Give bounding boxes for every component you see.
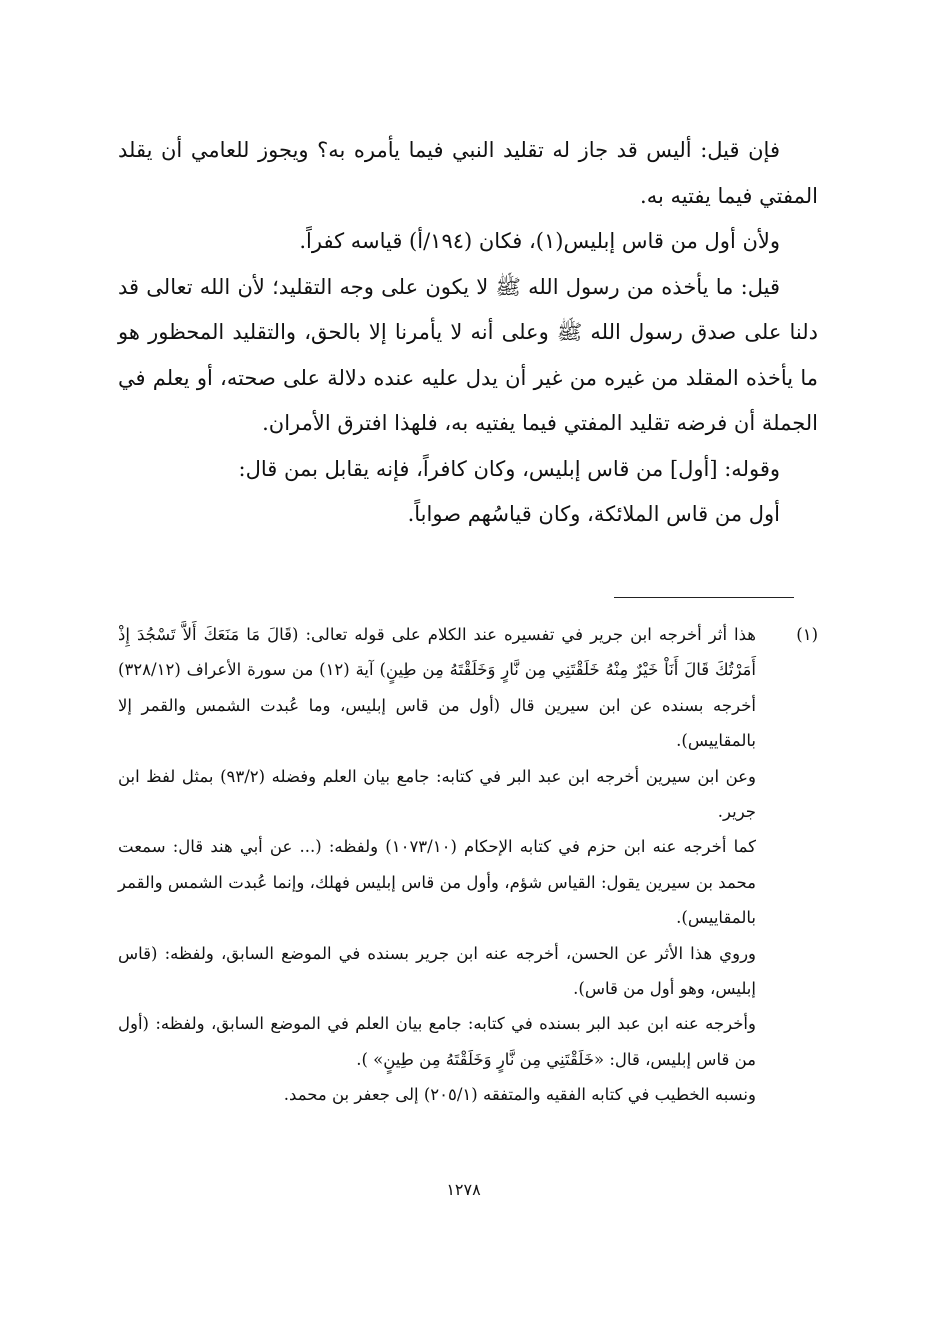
paragraph-response: قيل: ما يأخذه من رسول الله ﷺ لا يكون على وجه التقليد؛ لأن الله تعالى قد دلنا على صدق رسول الله ﷺ وعلى أنه لا يأمرنا إلا بالحق، والتقليد المحظور هو ما يأخذه المقلد من غيره من غير أن يدل عليه عنده دلالة على صحته، أو يعلم في الجملة أن فرضه تقليد المفتي فيما يفتيه به، فلهذا افترق الأمران. — [118, 274, 818, 435]
paragraph-angels: أول من قاس الملائكة، وكان قياسُهم صواباً. — [407, 502, 780, 526]
main-text — [118, 128, 818, 538]
footnote-paragraph: وعن ابن سيرين أخرجه ابن عبد البر في كتابه: جامع بيان العلم وفضله (٩٣/٢) بمثل لفظ ابن جرير. — [118, 766, 756, 822]
footnote-number: (١) — [796, 625, 818, 644]
footnote-body — [118, 617, 756, 1113]
footnote-paragraph: كما أخرجه عنه ابن حزم في كتابه الإحكام (١٠٧٣/١٠) ولفظه: (... عن أبي هند قال: سمعت محمد بن سيرين يقول: القياس شؤم، وأول من قاس إبليس فهلك، وإنما عُبدت الشمس والقمر بالمقاييس). — [118, 837, 756, 928]
paragraph-iblis-analogy: ولأن أول من قاس إبليس(١)، فكان (١٩٤/أ) قياسه كفراً. — [299, 229, 780, 253]
footnote-paragraph: هذا أثر أخرجه ابن جرير في تفسيره عند الكلام على قوله تعالى: (قَالَ مَا مَنَعَكَ أَلاَّ تَسْجُدَ إِذْ أَمَرْتُكَ قَالَ أَنَاْ خَيْرٌ مِنْهُ خَلَقْتَنِي مِن نَّارٍ وَخَلَقْتَهُ مِن طِينٍ) آية (١٢) من سورة الأعراف (٣٢٨/١٢) أخرجه بسنده عن ابن سيرين قال (أول من قاس إبليس، وما عُبدت الشمس والقمر إلا بالمقاييس). — [118, 625, 756, 751]
paragraph-rebuttal: وقوله: [أول] من قاس إبليس، وكان كافراً، فإنه يقابل بمن قال: — [238, 456, 780, 481]
page-number: ١٢٧٨ — [446, 1180, 481, 1199]
paragraph-objection: فإن قيل: أليس قد جاز له تقليد النبي فيما يأمره به؟ ويجوز للعامي أن يقلد المفتي فيما يفتيه به. — [118, 138, 818, 208]
footnote-paragraph: ونسبه الخطيب في كتابه الفقيه والمتفقه (٢٠٥/١) إلى جعفر بن محمد. — [283, 1085, 756, 1105]
footnote-1 — [118, 617, 818, 1113]
footnote-paragraph: وروي هذا الأثر عن الحسن، أخرجه عنه ابن جرير بسنده في الموضع السابق، ولفظه: (قاس إبليس، وهو أول من قاس). — [118, 943, 756, 999]
footnote-separator — [614, 597, 794, 598]
footnote-paragraph: وأخرجه عنه ابن عبد البر بسنده في كتابه: جامع بيان العلم في الموضع السابق، ولفظه: (أول من قاس إبليس، قال: «خَلَقْتَنِي مِن نَّارٍ وَخَلَقْتَهُ مِن طِينٍ» ). — [118, 1014, 756, 1069]
footnotes-section — [118, 617, 818, 1113]
